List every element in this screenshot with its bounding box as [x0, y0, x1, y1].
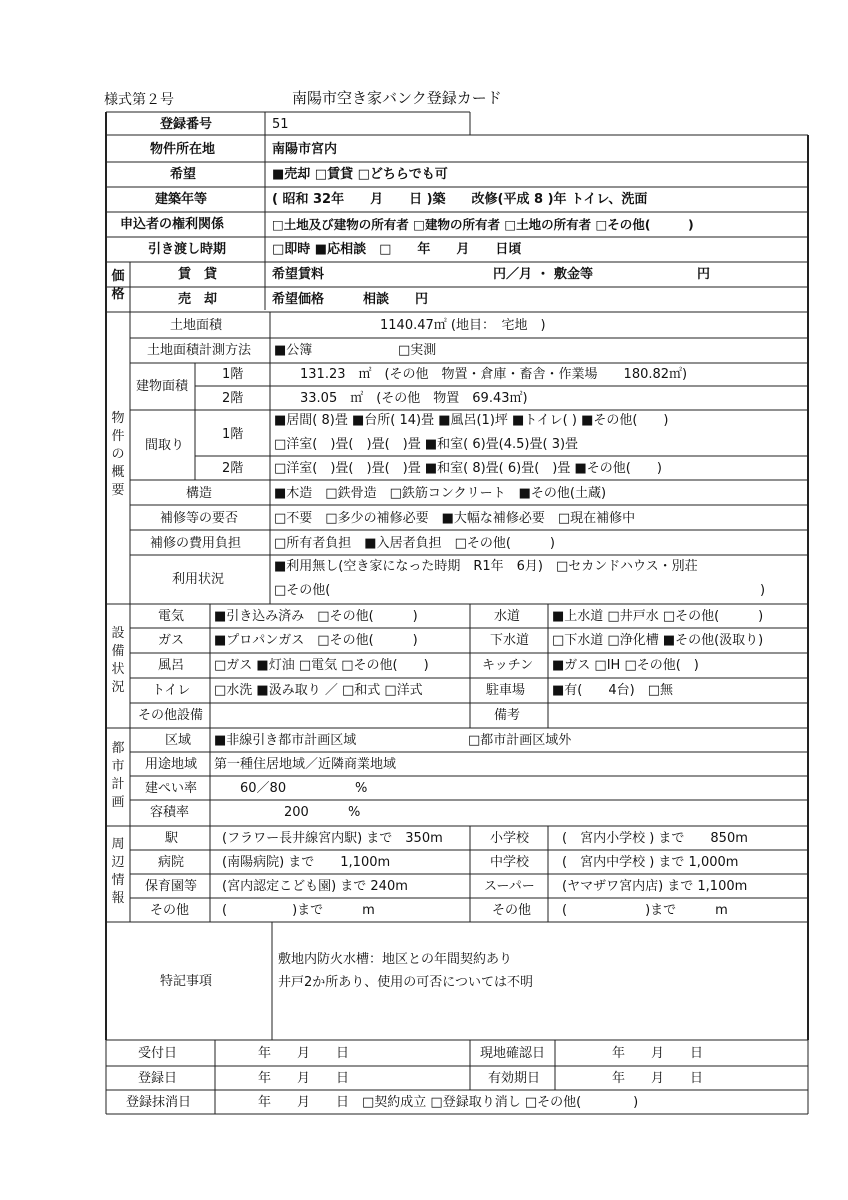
sale-value: 希望価格 相談 円 [272, 292, 429, 307]
overview-section-label: 物件の概要 [111, 411, 125, 498]
other-equipment-label: その他設備 [138, 708, 204, 723]
junior-high-value: ( 宮内中学校 ) まで 1,000m [562, 855, 739, 870]
zone-outside: □都市計画区域外 [468, 733, 572, 748]
bcr-label: 建ぺい率 [145, 781, 198, 796]
remarks-line2: 井戸2か所あり、使用の可否については不明 [278, 975, 534, 990]
junior-high-label: 中学校 [490, 855, 530, 870]
site-check-label: 現地確認日 [480, 1046, 546, 1061]
other1-label: その他 [150, 903, 190, 918]
supermarket-value: (ヤマザワ宮内店) まで 1,100m [562, 879, 748, 894]
floor1-label: 1階 [222, 367, 244, 382]
surroundings-section-label: 周辺情報 [111, 837, 125, 906]
layout1-line1: ■居間( 8)畳 ■台所( 14)畳 ■風呂(1)坪 ■トイレ( ) ■その他( ) [274, 413, 669, 428]
bcr-value: 60／80 [240, 781, 287, 796]
far-unit: % [348, 805, 361, 820]
other2-value: ( )まで m [562, 903, 728, 918]
supermarket-label: スーパー [484, 879, 535, 894]
layout2-label: 2階 [222, 461, 244, 476]
land-area-label: 土地面積 [170, 318, 223, 333]
sewer-label: 下水道 [490, 633, 530, 648]
bath-value: □ガス ■灯油 □電気 □その他( ) [214, 658, 429, 673]
water-label: 水道 [494, 609, 521, 624]
page-title: 南陽市空き家バンク登録カード [292, 89, 502, 107]
station-value: (フラワー長井線宮内駅) まで 350m [222, 831, 443, 846]
parking-value: ■有( 4台) □無 [552, 683, 673, 698]
sewer-value: □下水道 □浄化槽 ■その他(汲取り) [552, 633, 764, 648]
bath-label: 風呂 [158, 658, 185, 673]
layout1-label: 1階 [222, 427, 244, 442]
use-zone-label: 用途地域 [145, 757, 198, 772]
elementary-value: ( 宮内小学校 ) まで 850m [562, 831, 748, 846]
other1-value: ( )まで m [222, 903, 375, 918]
electric-label: 電気 [158, 609, 185, 624]
land-method-label: 土地面積計測方法 [147, 343, 252, 358]
built-value: ( 昭和 32年 月 日 )築 改修(平成 8 )年 トイレ、洗面 [272, 192, 648, 207]
hospital-value: (南陽病院) まで 1,100m [222, 855, 391, 870]
floor1-value: 131.23 ㎡ (その他 物置・倉庫・畜舎・作業場 180.82㎡) [300, 367, 688, 382]
site-check-value: 年 月 日 [612, 1046, 704, 1061]
usage-close: ) [760, 583, 766, 598]
wish-label: 希望 [170, 167, 197, 182]
reg-no-label: 登録番号 [160, 117, 213, 132]
land-area-value: 1140.47㎡ (地目： 宅地 ) [380, 318, 546, 333]
nursery-label: 保育園等 [145, 879, 198, 894]
rights-value: □土地及び建物の所有者 □建物の所有者 □土地の所有者 □その他( ) [272, 217, 694, 232]
gas-label: ガス [158, 633, 185, 648]
location-label: 物件所在地 [150, 142, 216, 157]
usage-line2: □その他( [274, 583, 331, 598]
floor2-label: 2階 [222, 391, 244, 406]
layout1-line2: □洋室( )畳( )畳( )畳 ■和室( 6)畳(4.5)畳( 3)畳 [274, 437, 579, 452]
use-zone-value: 第一種住居地域／近隣商業地域 [214, 757, 397, 772]
repair-value: □不要 □多少の補修必要 ■大幅な補修必要 □現在補修中 [274, 511, 636, 526]
price-section-label: 価格 [111, 269, 125, 302]
parking-label: 駐車場 [486, 683, 526, 698]
handover-label: 引き渡し時期 [148, 242, 227, 257]
registered-value: 年 月 日 [258, 1071, 350, 1086]
floor-area-label: 建物面積 [136, 379, 189, 394]
layout2-line1: □洋室( )畳( )畳( )畳 ■和室( 8)畳( 6)畳( )畳 ■その他( ) [274, 461, 662, 476]
hospital-label: 病院 [158, 855, 185, 870]
cancel-label: 登録抹消日 [126, 1095, 192, 1110]
remarks-line1: 敷地内防火水槽：地区との年間契約あり [278, 952, 513, 967]
structure-value: ■木造 □鉄骨造 □鉄筋コンクリート ■その他(土蔵) [274, 486, 607, 501]
repair-cost-value: □所有者負担 ■入居者負担 □その他( ) [274, 536, 555, 551]
floor2-value: 33.05 ㎡ (その他 物置 69.43㎡) [300, 391, 528, 406]
zone-label: 区域 [165, 733, 192, 748]
electric-value: ■引き込み済み □その他( ) [214, 609, 418, 624]
repair-label: 補修等の要否 [160, 511, 239, 526]
registered-label: 登録日 [138, 1071, 178, 1086]
kitchen-label: キッチン [482, 658, 534, 673]
toilet-label: トイレ [152, 683, 191, 698]
remarks-label: 特記事項 [160, 974, 213, 989]
wish-value: ■売却 □賃貸 □どちらでも可 [272, 167, 448, 182]
equipment-section-label: 設備状況 [111, 626, 125, 695]
layout-label: 間取り [145, 438, 185, 453]
location-value: 南陽市宮内 [272, 142, 338, 157]
land-method-public: ■公簿 [274, 343, 313, 358]
toilet-value: □水洗 ■汲み取り ／ □和式 □洋式 [214, 683, 423, 698]
valid-until-value: 年 月 日 [612, 1071, 704, 1086]
usage-line1: ■利用無し(空き家になった時期 R1年 6月) □セカンドハウス・別荘 [274, 559, 698, 574]
kitchen-value: ■ガス □IH □その他( ) [552, 658, 699, 673]
form-number: 様式第２号 [104, 92, 174, 108]
received-value: 年 月 日 [258, 1046, 350, 1061]
reg-no-value: 51 [272, 117, 289, 132]
usage-label: 利用状況 [172, 572, 225, 587]
gas-value: ■プロパンガス □その他( ) [214, 633, 418, 648]
other2-label: その他 [492, 903, 532, 918]
handover-value: □即時 ■応相談 □ 年 月 日頃 [272, 242, 522, 257]
city-plan-section-label: 都市計画 [111, 741, 125, 810]
land-method-survey: □実測 [398, 343, 437, 358]
water-value: ■上水道 □井戸水 □その他( ) [552, 609, 764, 624]
far-value: 200 [284, 805, 309, 820]
repair-cost-label: 補修の費用負担 [150, 536, 242, 551]
rent-value: 希望賃料 円／月 ・ 敷金等 円 [272, 267, 711, 282]
zone-value: ■非線引き都市計画区域 [214, 733, 357, 748]
notes-label: 備考 [494, 708, 521, 723]
valid-until-label: 有効期日 [488, 1071, 541, 1086]
nursery-value: (宮内認定こども園) まで 240m [222, 879, 408, 894]
structure-label: 構造 [186, 486, 213, 501]
station-label: 駅 [165, 831, 179, 846]
bcr-unit: % [355, 781, 368, 796]
elementary-label: 小学校 [490, 831, 530, 846]
rights-label: 申込者の権利関係 [120, 217, 225, 232]
received-label: 受付日 [138, 1046, 178, 1061]
built-label: 建築年等 [155, 192, 208, 207]
cancel-value: 年 月 日 □契約成立 □登録取り消し □その他( ) [258, 1095, 639, 1110]
sale-label: 売 却 [178, 292, 218, 307]
rent-label: 賃 貸 [178, 267, 218, 282]
far-label: 容積率 [150, 805, 190, 820]
